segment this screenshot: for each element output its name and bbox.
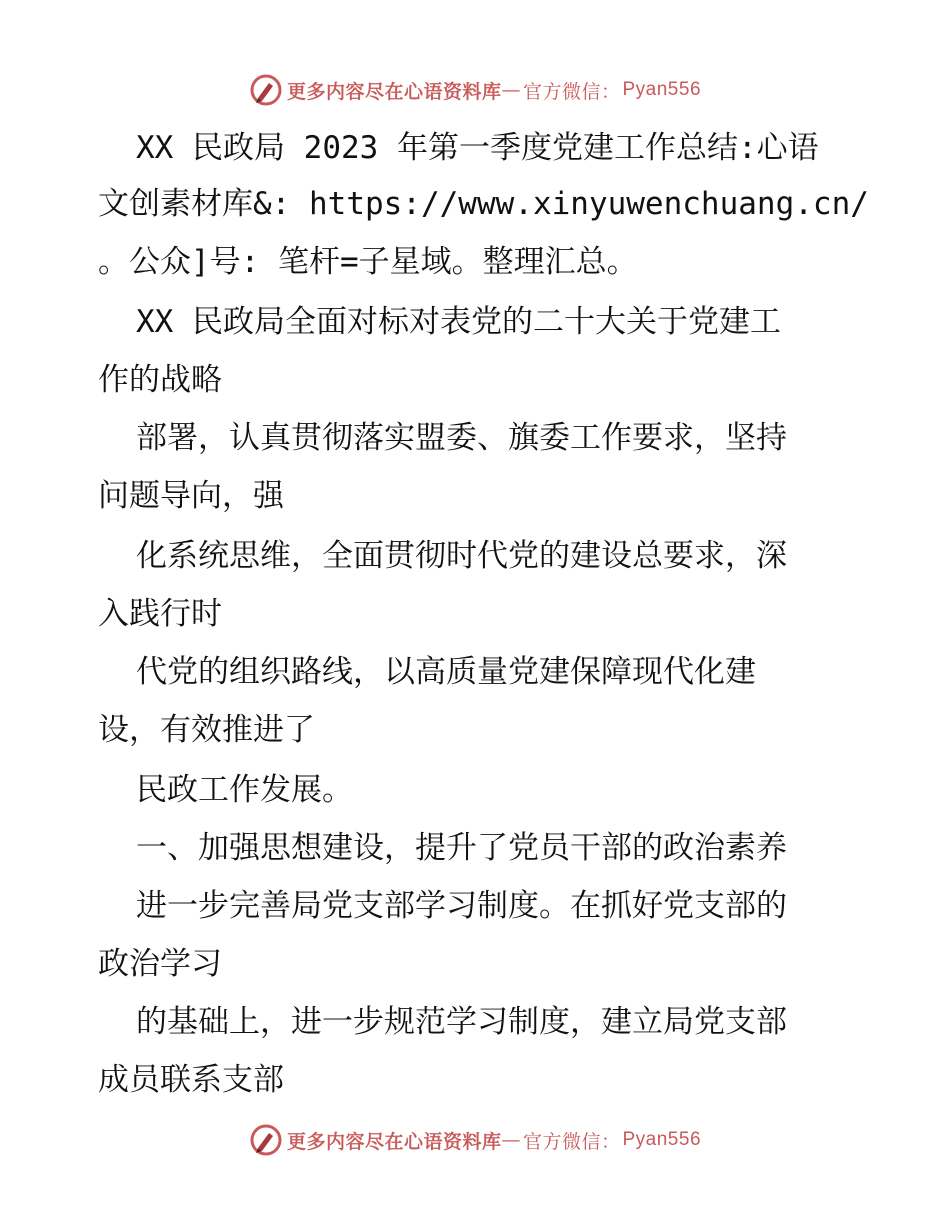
text-line: 入践行时 [98, 596, 222, 632]
text-line: 民政工作发展。 [136, 772, 353, 808]
text-line: XX 民政局全面对标对表党的二十大关于党建工 [136, 304, 781, 340]
text-line: 问题导向，强 [98, 478, 284, 514]
text-line: 的基础上，进一步规范学习制度，建立局党支部 [136, 1004, 787, 1040]
text-line: XX 民政局 2023 年第一季度党建工作总结:心语 [136, 130, 819, 166]
text-line: 设，有效推进了 [98, 712, 315, 748]
text-line: 化系统思维，全面贯彻时代党的建设总要求，深 [136, 538, 787, 574]
text-line: 作的战略 [98, 362, 222, 398]
banner-wechat-label: 官方微信： [522, 1130, 621, 1153]
text-line: 政治学习 [98, 946, 222, 982]
footer-banner [0, 1120, 950, 1160]
banner-wechat-label: 官方微信： [522, 80, 621, 103]
text-line: 。公众]号: 笔杆=子星域。整理汇总。 [98, 244, 638, 280]
text-line: 成员联系支部 [98, 1062, 284, 1098]
banner-main-text: 更多内容尽在心语资料库 [286, 80, 502, 103]
text-line: 进一步完善局党支部学习制度。在抓好党支部的 [136, 888, 787, 924]
banner-wechat-id: Pyan556 [622, 1129, 702, 1150]
banner-dash: — [501, 79, 521, 101]
pen-logo-icon [249, 1123, 283, 1157]
banner-dash: — [501, 1129, 521, 1151]
text-line: 代党的组织路线，以高质量党建保障现代化建 [136, 654, 756, 690]
banner-main-text: 更多内容尽在心语资料库 [286, 1130, 502, 1153]
banner-wechat-id: Pyan556 [622, 79, 702, 100]
text-line: 文创素材库&: https://www.xinyuwenchuang.cn/ [98, 186, 869, 222]
text-line: 一、加强思想建设，提升了党员干部的政治素养 [136, 830, 787, 866]
text-line: 部署，认真贯彻落实盟委、旗委工作要求，坚持 [136, 420, 787, 456]
